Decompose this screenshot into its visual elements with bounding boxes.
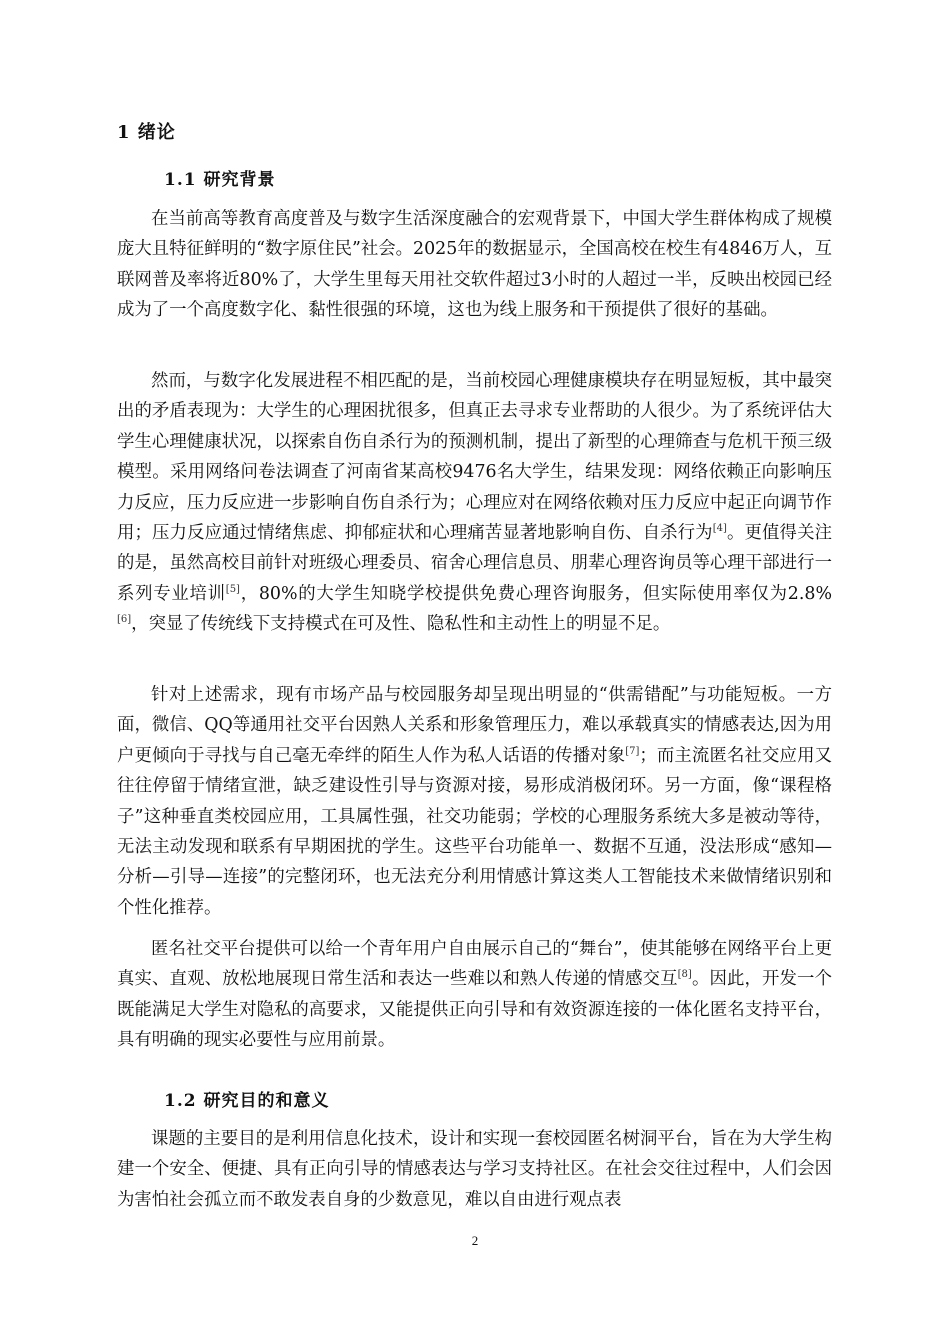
citation-ref: [8] xyxy=(677,969,692,981)
paragraph-text: 。因此，开发一个既能满足大学生对隐私的高要求，又能提供正向引导和有效资源连接的一体化匿名支持平台，具有明确的现实必要性与应用前景。 xyxy=(117,969,832,1051)
paragraph-text: 针对上述需求，现有市场产品与校园服务却呈现出明显的“供需错配”与功能短板。一方面，微信、QQ等通用社交平台因熟人关系和形象管理压力，难以承载真实的情感表达,因为用户更倾向于寻找与自己毫无牵绊的陌生人作为私人话语的传播对象 xyxy=(117,685,832,766)
paragraph xyxy=(117,1124,832,1215)
paragraph-text: 匿名社交平台提供可以给一个青年用户自由展示自己的“舞台”，使其能够在网络平台上更真实、直观、放松地展现日常生活和表达一些难以和熟人传递的情感交互 xyxy=(117,939,832,990)
page-number: 2 xyxy=(471,1233,479,1248)
paragraph xyxy=(117,934,832,1056)
paragraph-text: 课题的主要目的是利用信息化技术，设计和实现一套校园匿名树洞平台，旨在为大学生构建一个安全、便捷、具有正向引导的情感表达与学习支持社区。在社会交往过程中，人们会因为害怕社会孤立而不敢发表自身的少数意见，难以自由进行观点表 xyxy=(117,1129,832,1210)
paragraph-text: ，80%的大学生知晓学校提供免费心理咨询服务，但实际使用率仅为2.8% xyxy=(239,583,832,604)
paragraph-text: 然而，与数字化发展进程不相匹配的是，当前校园心理健康模块存在明显短板，其中最突出的矛盾表现为：大学生的心理困扰很多，但真正去寻求专业帮助的人很少。为了系统评估大学生心理健康状况，以探索自伤自杀行为的预测机制，提出了新型的心理筛查与危机干预三级模型。采用网络问卷法调查了河南省某高校9476名大学生，结果发现：网络依赖正向影响压力反应，压力反应进一步影响自伤自杀行为；心理应对在网络依赖对压力反应中起正向调节作用；压力反应通过情绪焦虑、抑郁症状和心理痛苦显著地影响自伤、自杀行为 xyxy=(117,371,832,544)
paragraph xyxy=(117,366,832,640)
paragraph xyxy=(117,204,832,326)
chapter-heading: 1 绪论 xyxy=(117,122,176,143)
citation-ref: [4] xyxy=(712,523,727,535)
citation-ref: [7] xyxy=(625,746,640,758)
citation-ref: [6] xyxy=(117,614,132,626)
paragraph-text: 。更值得关注的是，虽然高校目前针对班级心理委员、宿舍心理信息员、朋辈心理咨询员等心理干部进行一系列专业培训 xyxy=(117,523,832,604)
section-heading-1-2: 1.2 研究目的和意义 xyxy=(164,1091,330,1111)
paragraph xyxy=(117,680,832,923)
paragraph-text: ，突显了传统线下支持模式在可及性、隐私性和主动性上的明显不足。 xyxy=(131,614,671,635)
citation-ref: [5] xyxy=(225,584,240,596)
section-heading-1-1: 1.1 研究背景 xyxy=(164,170,276,190)
paragraph-text: ；而主流匿名社交应用又往往停留于情绪宣泄，缺乏建设性引导与资源对接，易形成消极闭环。另一方面，像“课程格子”这种垂直类校园应用，工具属性强，社交功能弱；学校的心理服务系统大多是被动等待，无法主动发现和联系有早期困扰的学生。这些平台功能单一、数据不互通，没法形成“感知—分析—引导—连接”的完整闭环，也无法充分利用情感计算这类人工智能技术来做情绪识别和个性化推荐。 xyxy=(117,745,832,918)
paragraph-text: 在当前高等教育高度普及与数字生活深度融合的宏观背景下，中国大学生群体构成了规模庞大且特征鲜明的“数字原住民”社会。2025年的数据显示，全国高校在校生有4846万人，互联网普及率将近80%了，大学生里每天用社交软件超过3小时的人超过一半，反映出校园已经成为了一个高度数字化、黏性很强的环境，这也为线上服务和干预提供了很好的基础。 xyxy=(117,209,832,321)
